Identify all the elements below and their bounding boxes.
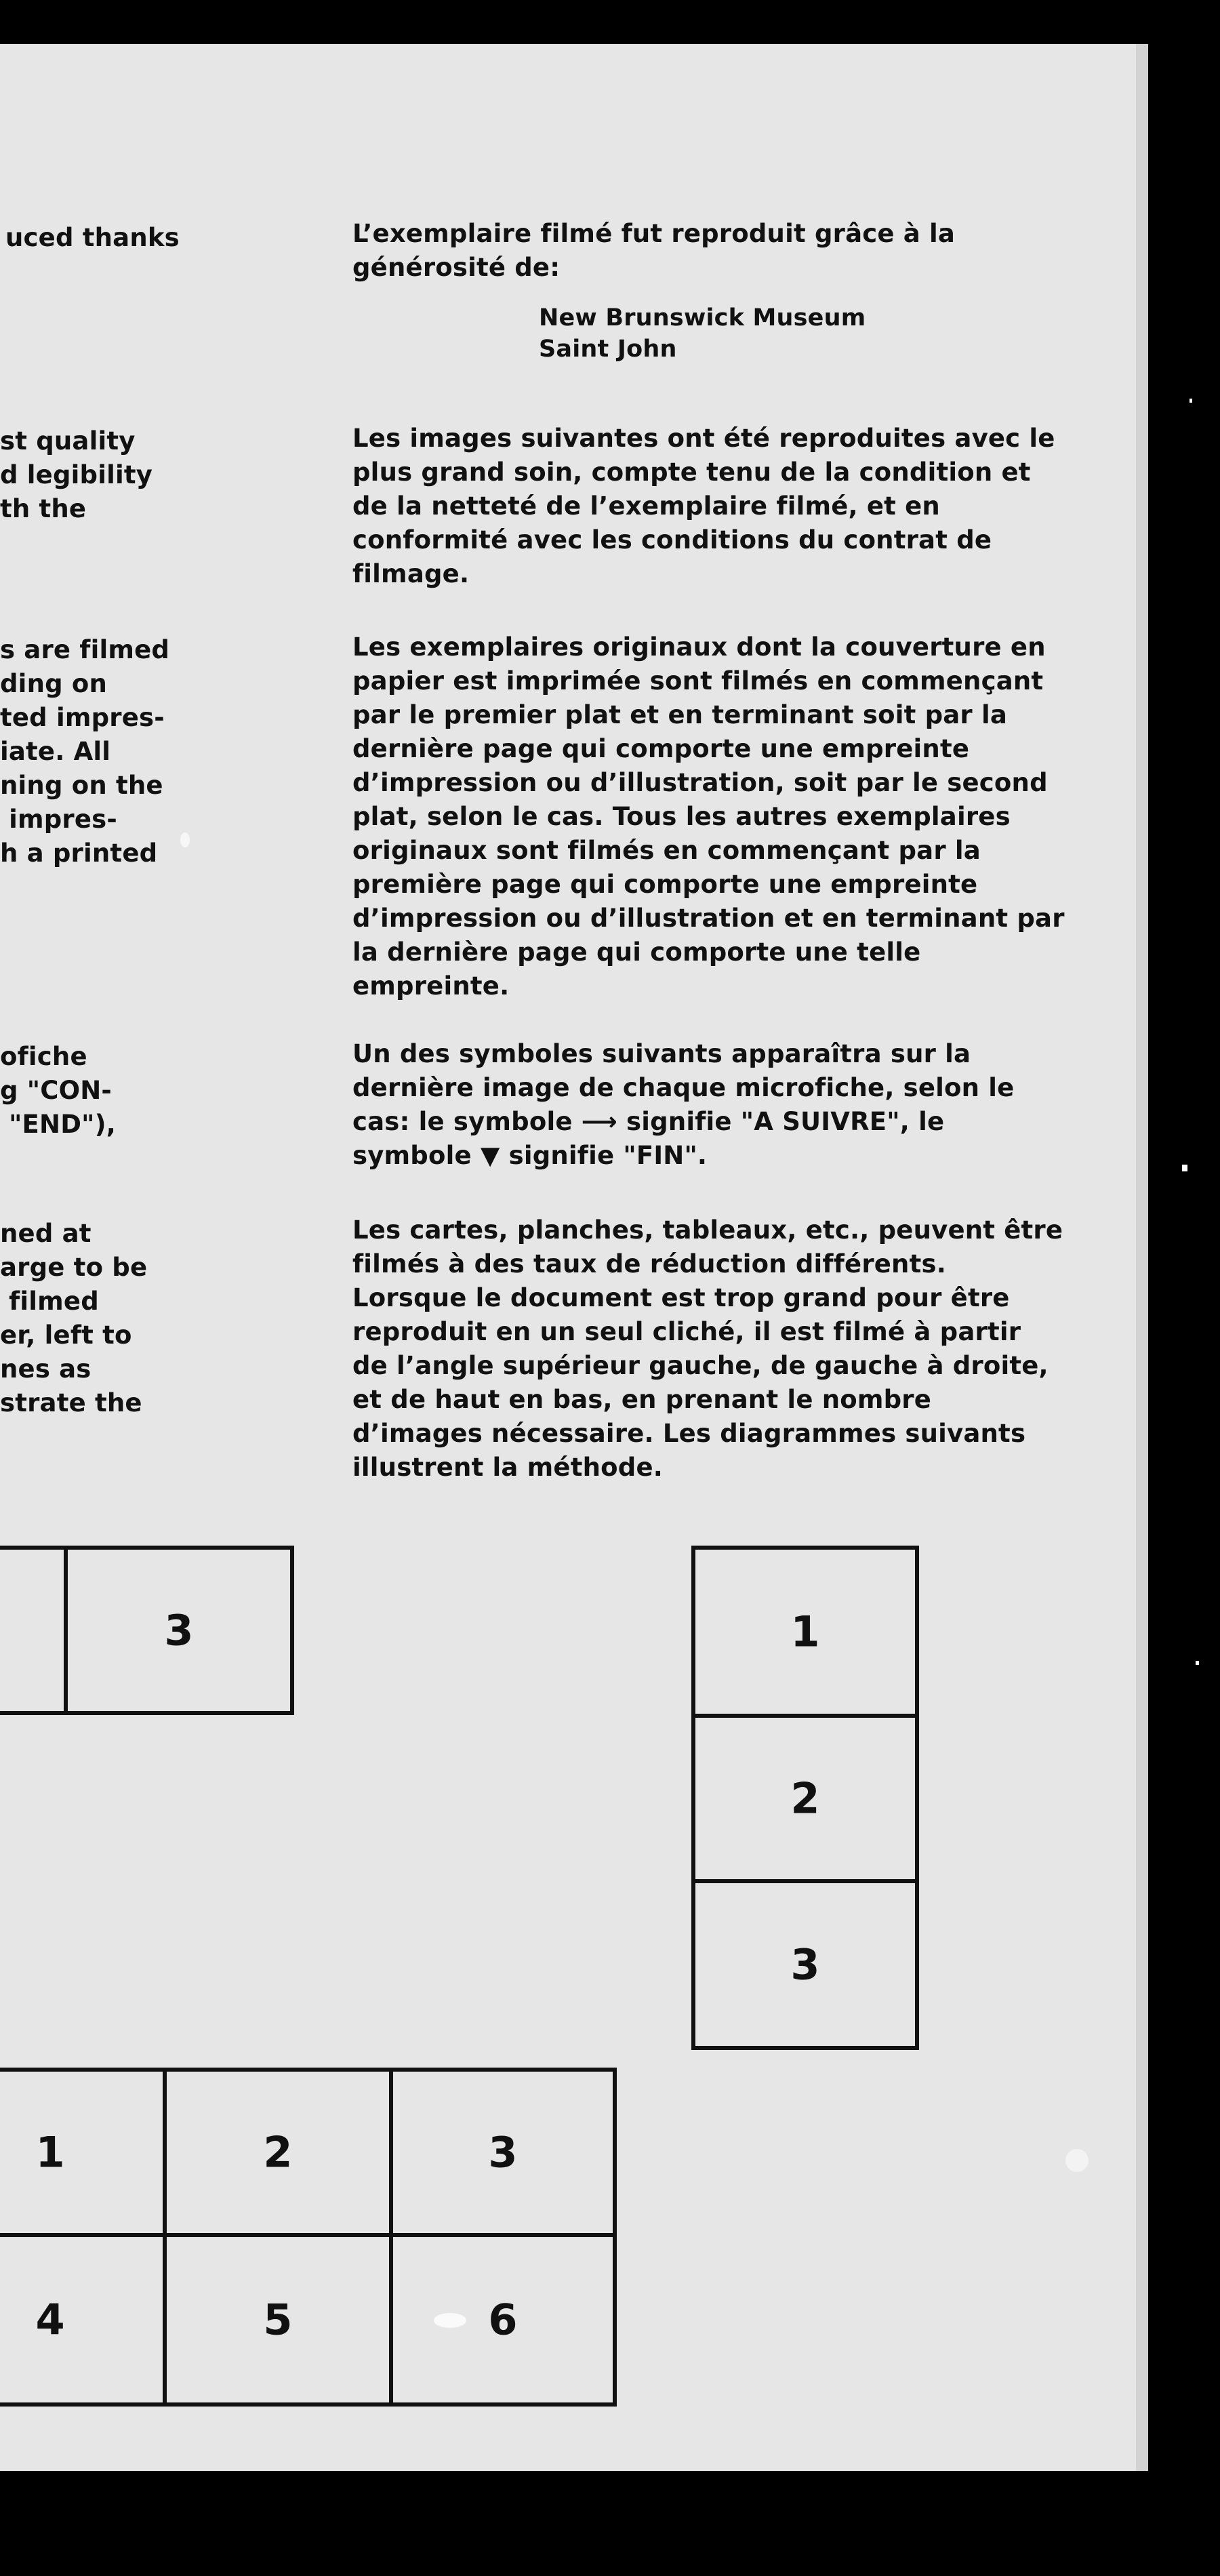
left-fragment-line: er, left to — [0, 1321, 132, 1350]
left-fragment-line: ning on the — [0, 771, 163, 800]
left-fragment-line: ofiche — [0, 1042, 87, 1071]
left-fragment-line: g "CON- — [0, 1076, 112, 1105]
cell-number: 1 — [35, 2127, 65, 2177]
paragraph-line: filmés à des taux de réduction différents. — [352, 1249, 946, 1279]
cell-number: 3 — [790, 1939, 820, 1990]
paragraph-line: papier est imprimée sont filmés en commençant — [352, 666, 1044, 696]
paragraph-line: symbole ▼ signifie "FIN". — [352, 1141, 708, 1170]
paragraph-line: Un des symboles suivants apparaîtra sur la — [352, 1039, 971, 1068]
left-fragment-line: strate the — [0, 1388, 142, 1417]
paragraph-line: de l’angle supérieur gauche, de gauche à droite, — [352, 1351, 1049, 1380]
left-fragment-line: ted impres- — [0, 703, 165, 732]
cell-number: 5 — [263, 2295, 293, 2345]
paragraph-line: d’impression ou d’illustration, soit par le second — [352, 768, 1048, 797]
page-edge — [1136, 44, 1148, 2471]
left-fragment-line: "END"), — [0, 1110, 116, 1139]
scan-speck — [434, 2313, 466, 2328]
cell-number: 2 — [790, 1773, 820, 1824]
scan-speck — [1190, 399, 1192, 403]
cell-number: 3 — [164, 1605, 194, 1655]
paragraph-line: la dernière page qui comporte une telle — [352, 938, 921, 967]
paragraph-line: d’impression ou d’illustration et en terminant par — [352, 904, 1065, 933]
diagram-cell — [691, 1879, 919, 2050]
diagram-cell — [0, 1546, 68, 1715]
paragraph-line: Les images suivantes ont été reproduites avec le — [352, 424, 1055, 453]
paragraph-line: reproduit en un seul cliché, il est filmé à partir — [352, 1317, 1021, 1346]
left-fragment-line: d legibility — [0, 460, 153, 489]
cell-number: 1 — [790, 1607, 820, 1657]
paragraph-line: filmage. — [352, 559, 470, 588]
left-fragment-line: nes as — [0, 1354, 92, 1384]
scan-speck — [1196, 1661, 1199, 1665]
left-fragment-line: s are filmed — [0, 635, 170, 664]
paragraph-line: plus grand soin, compte tenu de la condition et — [352, 458, 1031, 487]
diagram-cell — [0, 2233, 167, 2407]
left-fragment-line: ding on — [0, 669, 108, 698]
paragraph-line: dernière image de chaque microfiche, selon le — [352, 1073, 1015, 1102]
paragraph-line: de la netteté de l’exemplaire filmé, et en — [352, 491, 940, 521]
credit-line: générosité de: — [352, 253, 561, 282]
paragraph-line: originaux sont filmés en commençant par la — [352, 836, 981, 865]
paragraph-line: Lorsque le document est trop grand pour être — [352, 1283, 1010, 1312]
left-fragment-line: impres- — [0, 805, 117, 834]
institution-name: New Brunswick Museum — [539, 304, 866, 331]
diagram-cell — [389, 2068, 617, 2237]
left-fragment-line: filmed — [0, 1287, 99, 1316]
paragraph-line: Les cartes, planches, tableaux, etc., peuvent être — [352, 1215, 1063, 1245]
diagram-cell — [691, 1714, 919, 1883]
left-fragment-line: th the — [0, 494, 87, 523]
diagram-cell — [163, 2068, 393, 2237]
cell-number: 3 — [488, 2127, 518, 2177]
film-border — [0, 2471, 1148, 2576]
credit-line: L’exemplaire filmé fut reproduit grâce à la — [352, 219, 956, 248]
left-fragment-line: iate. All — [0, 737, 111, 766]
left-fragment-line: st quality — [0, 426, 136, 456]
paragraph-line: cas: le symbole ⟶ signifie "A SUIVRE", le — [352, 1107, 945, 1136]
scan-speck — [1182, 1165, 1187, 1171]
cell-number: 2 — [263, 2127, 293, 2177]
paragraph-line: par le premier plat et en terminant soit par la — [352, 700, 1008, 729]
diagram-cell — [691, 1546, 919, 1718]
diagram-cell — [0, 2068, 167, 2237]
paragraph-line: plat, selon le cas. Tous les autres exemplaires — [352, 802, 1011, 831]
scan-speck — [1065, 2149, 1089, 2172]
paragraph-line: première page qui comporte une empreinte — [352, 870, 978, 899]
diagram-cell — [389, 2233, 617, 2407]
cell-number: 4 — [35, 2295, 65, 2345]
paragraph-line: conformité avec les conditions du contrat de — [352, 525, 992, 555]
left-fragment-line: ned at — [0, 1219, 92, 1248]
paragraph-line: d’images nécessaire. Les diagrammes suivants — [352, 1419, 1026, 1448]
paragraph-line: illustrent la méthode. — [352, 1453, 664, 1482]
diagram-cell — [163, 2233, 393, 2407]
paragraph-line: dernière page qui comporte une empreinte — [352, 734, 970, 763]
paragraph-line: et de haut en bas, en prenant le nombre — [352, 1385, 932, 1414]
left-fragment-line: h a printed — [0, 839, 158, 868]
left-fragment-line: uced thanks — [5, 223, 180, 252]
cell-number: 6 — [488, 2295, 518, 2345]
paragraph-line: Les exemplaires originaux dont la couverture en — [352, 632, 1046, 662]
diagram-cell — [64, 1546, 294, 1715]
institution-city: Saint John — [539, 336, 677, 363]
scan-speck — [180, 832, 190, 847]
paragraph-line: empreinte. — [352, 971, 510, 1001]
left-fragment-line: arge to be — [0, 1253, 148, 1282]
